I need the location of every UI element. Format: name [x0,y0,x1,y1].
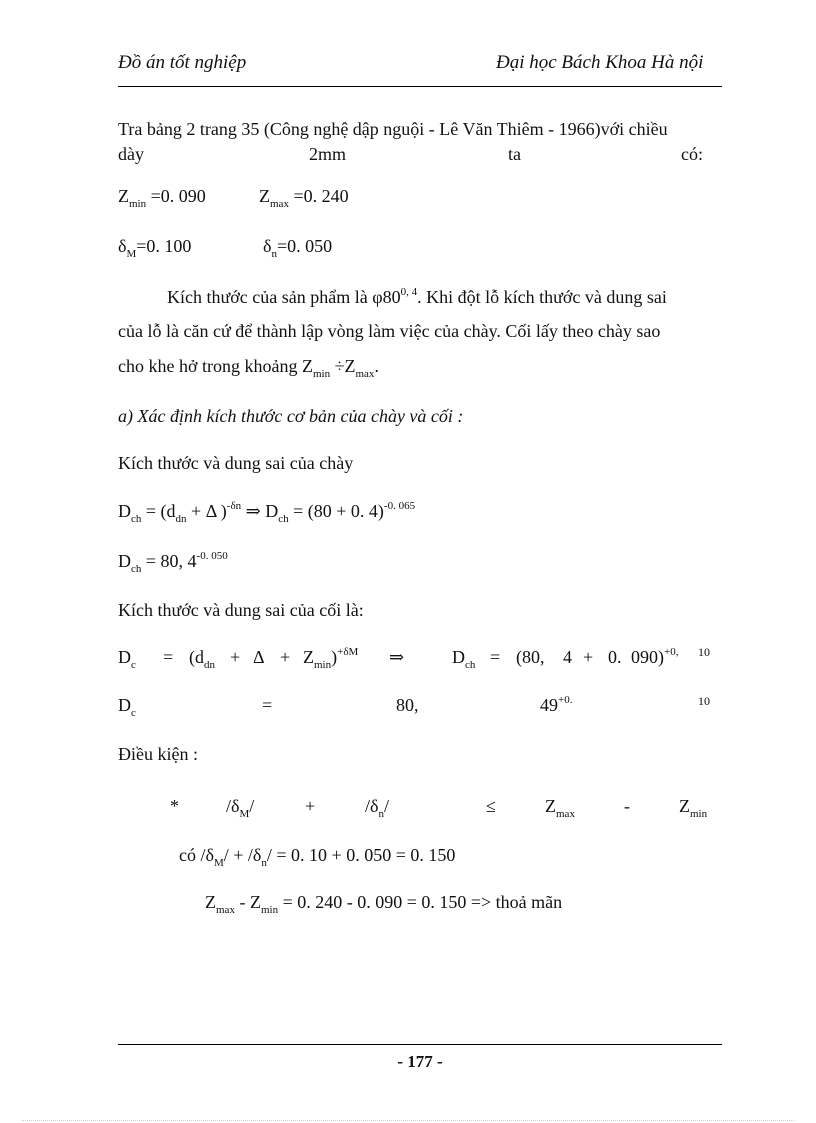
check-line-1 [179,845,456,869]
check1-sub-m: M [213,857,224,869]
cond-delta-n [365,796,389,820]
check2-sub-max: max [216,904,235,916]
eq3-d-letter: D [118,647,131,667]
para-line-3-sub-min: min [312,368,331,380]
delta-m-value [118,236,192,260]
word-day: dày [118,144,144,164]
cond-star: * [170,796,179,816]
eq3-sup-end: +0, [664,646,679,658]
para-line-3-sub-max: max [355,368,375,380]
delta-n-subscript: n [271,248,277,260]
eq3-80: (80, [516,647,545,667]
eq1-sup-dn: -δn [226,500,242,512]
eq2-value: = 80, 4 [141,551,197,571]
cond-delta-n-close: / [383,796,389,816]
eq3-arrow: ⇒ [389,647,405,667]
cond-zmax-z: Z [545,796,556,816]
cond-delta-m-close: / [249,796,255,816]
eq1-sub-ch: ch [131,513,142,525]
para-line-3 [118,356,379,380]
check1-a: có /δ [179,845,214,865]
check2-sub-min: min [260,904,279,916]
cond-zmin-z: Z [679,796,690,816]
eq4-sub-c: c [131,707,136,719]
word-2mm: 2mm [309,144,347,164]
check2-result: = 0. 240 - 0. 090 = 0. 150 => thoả mãn [278,892,563,912]
cond-delta-m-open: /δ [226,796,240,816]
eq1-c: + Δ ) [186,501,227,521]
eq3-d2: D [452,647,465,667]
eq2-d: D [118,551,131,571]
eq4-49-value: 49 [540,695,558,715]
check1-sub-n: n [261,857,267,869]
delta-m-number: =0. 100 [136,236,192,256]
eq1-arrow: ⇒ D [241,501,279,521]
zmax-value [259,186,349,210]
para-line-1 [167,287,667,308]
cond-plus: + [305,796,316,816]
text-line-1: Tra bảng 2 trang 35 (Công nghệ dập nguội - Lê Văn Thiêm - 1966)với chiều [118,119,668,139]
cond-sub-max: max [556,808,575,820]
cond-zmin [679,796,708,820]
eq4-tail: 10 [698,694,710,708]
eq3-plus-1: + [230,647,241,667]
eq3-sup-dm: +δM [337,646,359,658]
punch-equation-1 [118,500,416,525]
zmax-subscript: max [270,198,289,210]
eq1-sup-tol: -0. 065 [383,500,416,512]
eq3-d-open: (d [189,647,204,667]
eq4-80: 80, [396,695,419,715]
eq4-sup: +0. [558,694,573,706]
eq1-sub-ch-2: ch [278,513,289,525]
eq3-sub-min: min [314,659,332,671]
eq1-d: D [118,501,131,521]
eq2-sup-tol: -0. 050 [196,550,228,562]
eq3-ddn [189,647,215,671]
eq3-sub-c: c [131,659,136,671]
para-line-3-end: . [374,356,379,376]
cond-leq: ≤ [486,796,496,816]
para-line-3-mid: ÷Z [330,356,356,376]
eq3-dch [452,647,476,671]
delta-m-subscript: M [126,248,137,260]
phi-tolerance-sup: 0, 4 [400,286,418,298]
para-line-1-b: . Khi đột lỗ kích thước và dung sai [417,287,667,307]
eq4-d-letter: D [118,695,131,715]
die-title: Kích thước và dung sai của cối là: [118,600,364,620]
eq4-equals: = [262,695,273,715]
eq4-49 [540,695,572,716]
delta-n-symbol: δ [263,236,272,256]
cond-sub-min: min [690,808,708,820]
header-rule [118,86,722,87]
eq3-plus-3: + [583,647,594,667]
check-line-2 [205,892,563,916]
eq1-sub-dn: dn [175,513,187,525]
eq3-090-value: 090) [631,647,664,667]
footer-rule [118,1044,722,1045]
eq3-equals: = [163,647,174,667]
zmin-number: =0. 090 [146,186,206,206]
check1-b: / + /δ [223,845,262,865]
delta-n-number: =0. 050 [276,236,333,256]
word-co: có: [681,144,703,164]
section-a-heading: a) Xác định kích thước cơ bản của chày và cối : [118,406,464,426]
punch-title: Kích thước và dung sai của chày [118,453,354,473]
check1-c: / = 0. 10 + 0. 050 = 0. 150 [266,845,456,865]
header-left-title: Đồ án tốt nghiệp [118,52,247,73]
cond-sub-m: M [239,808,250,820]
eq3-d [118,647,136,671]
delta-m-symbol: δ [118,236,127,256]
cond-delta-m [226,796,255,820]
punch-equation-2 [118,550,228,575]
zmin-symbol: Z [118,186,129,206]
zmax-number: =0. 240 [288,186,349,206]
condition-title: Điều kiện : [118,744,198,764]
page-number: - 177 - [397,1052,443,1071]
bottom-dotted-border [22,1120,794,1121]
eq3-sub-ch: ch [465,659,476,671]
eq1-b: = (d [141,501,176,521]
eq3-delta: Δ [253,647,265,667]
header-right-title: Đại học Bách Khoa Hà nội [496,52,704,73]
para-line-2: của lỗ là căn cứ để thành lập vòng làm việc của chày. Cối lấy theo chày sao [118,321,661,341]
zmin-subscript: min [129,198,147,210]
eq3-close: ) [331,647,338,667]
zmax-symbol: Z [259,186,270,206]
eq3-zmin [303,646,359,671]
cond-delta-n-open: /δ [365,796,379,816]
cond-sub-n: n [378,808,384,820]
eq3-z: Z [303,647,314,667]
delta-n-value [263,236,333,260]
cond-minus: - [624,796,630,816]
check2-z: Z [205,892,216,912]
check2-minus: - Z [234,892,261,912]
eq3-plus-2: + [280,647,291,667]
eq3-4: 4 [563,647,572,667]
eq3-sub-dn: dn [204,659,215,671]
eq3-tail: 10 [698,645,710,659]
eq2-sub-ch: ch [131,563,142,575]
zmin-value [118,186,206,210]
para-line-3-a: cho khe hở trong khoảng Z [118,356,313,376]
word-ta: ta [508,144,521,164]
eq4-d [118,695,136,719]
eq1-d-value: = (80 + 0. 4) [288,501,384,521]
cond-zmax [545,796,575,820]
para-line-1-a: Kích thước của sản phẩm là φ80 [167,287,401,307]
eq3-equals-2: = [490,647,501,667]
eq3-090 [631,647,678,668]
eq3-0: 0. [608,647,622,667]
